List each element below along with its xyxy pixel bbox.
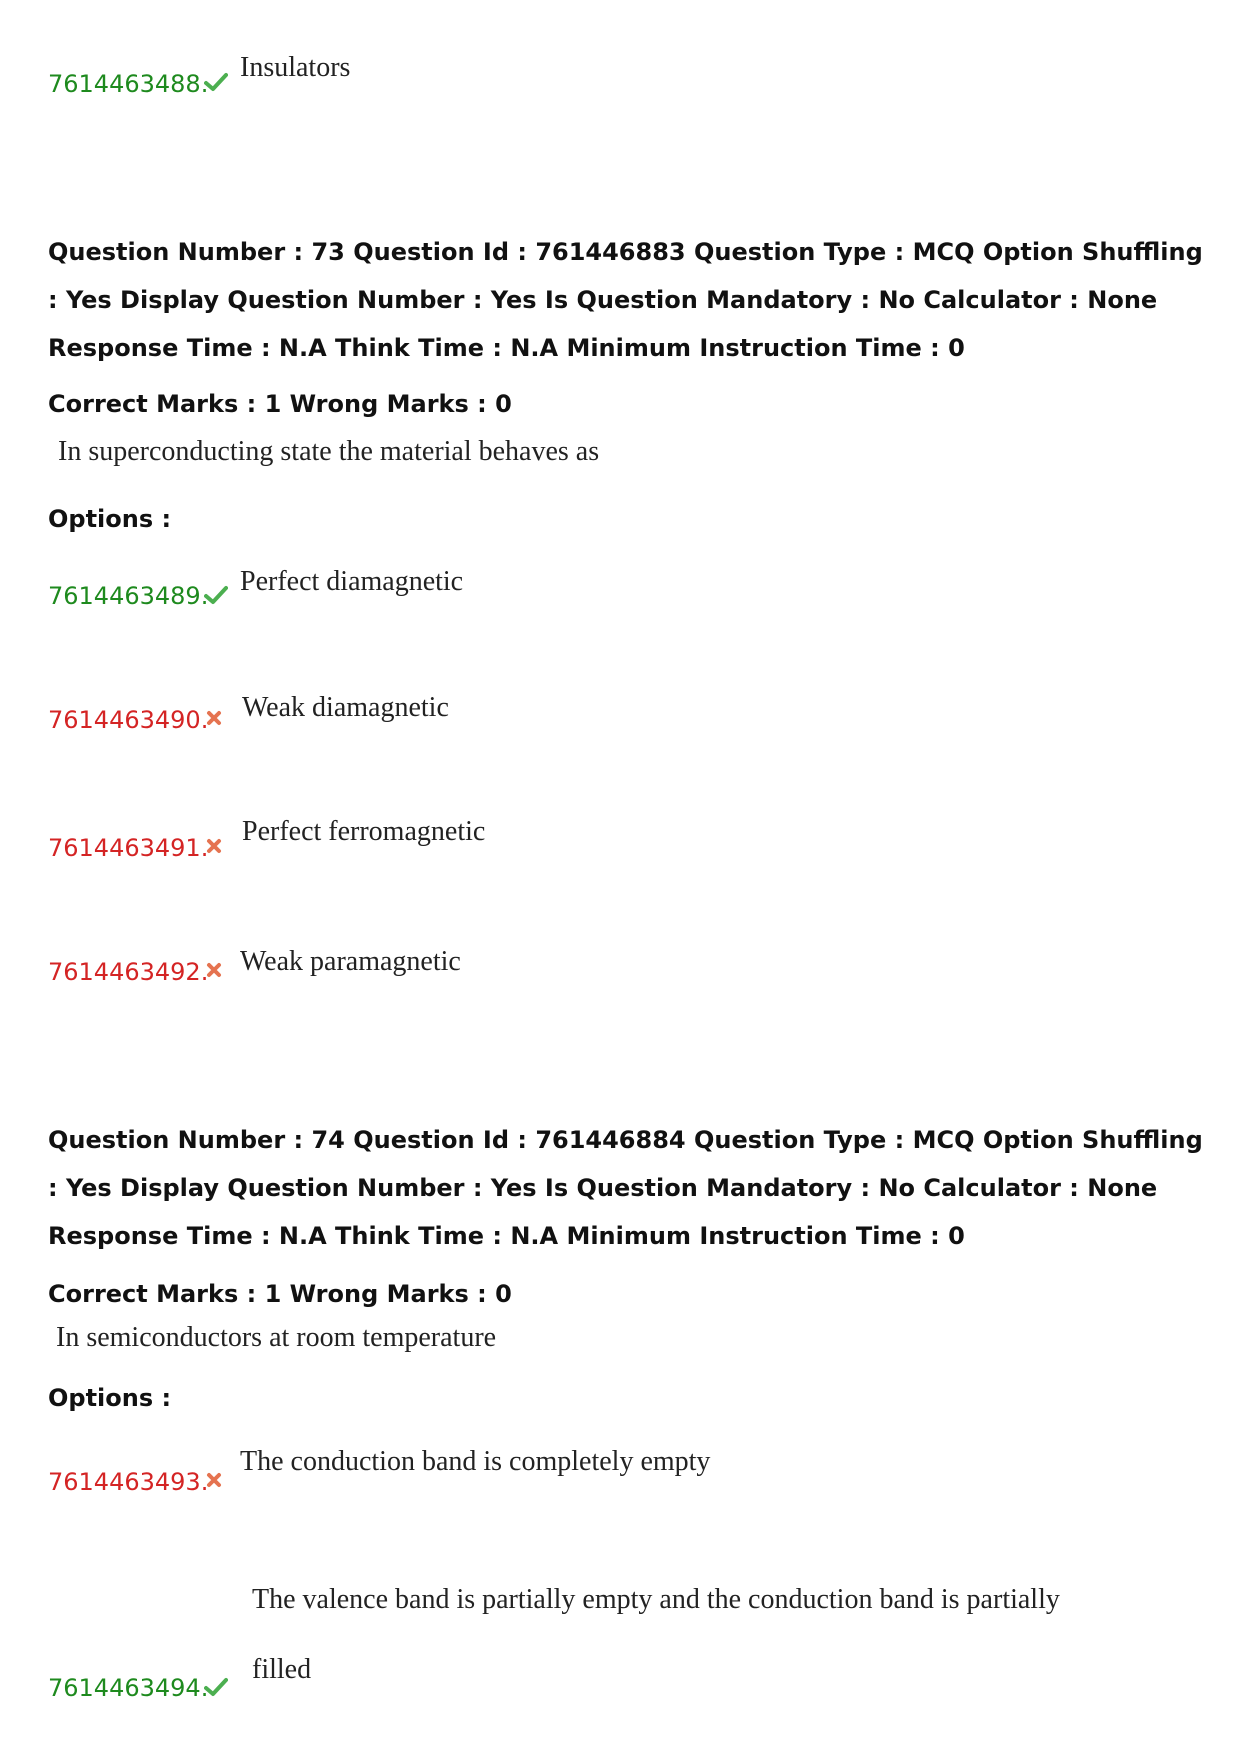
question-meta xyxy=(48,1116,1218,1260)
option-id: 7614463493. xyxy=(48,1468,209,1496)
question-text: In superconducting state the material behaves as xyxy=(58,436,600,467)
option-id: 7614463490. xyxy=(48,706,209,734)
option-id: 7614463489. xyxy=(48,582,209,610)
question-meta xyxy=(48,228,1218,372)
option-text: Insulators xyxy=(240,52,351,83)
question-marks: Correct Marks : 1 Wrong Marks : 0 xyxy=(48,390,512,418)
option-id: 7614463491. xyxy=(48,834,209,862)
option-text: filled xyxy=(252,1654,312,1685)
question-text: In semiconductors at room temperature xyxy=(56,1322,497,1353)
question-meta-text: Question Number : 74 Question Id : 761446884 Question Type : MCQ Option Shuffling : Yes Display Question Number : Yes Is Question Mandatory : No Calculator : None Response Time : N.A Think Time : N.A Minimum Instruction Time : 0 xyxy=(48,1126,1203,1250)
question-meta-text: Question Number : 73 Question Id : 761446883 Question Type : MCQ Option Shuffling : Yes Display Question Number : Yes Is Question Mandatory : No Calculator : None Response Time : N.A Think Time : N.A Minimum Instruction Time : 0 xyxy=(48,238,1203,362)
options-label: Options : xyxy=(48,505,172,533)
check-icon xyxy=(204,585,228,605)
cross-icon xyxy=(206,838,222,854)
options-label: Options : xyxy=(48,1384,172,1412)
option-text: Perfect diamagnetic xyxy=(240,566,464,597)
cross-icon xyxy=(206,962,222,978)
cross-icon xyxy=(206,1472,222,1488)
cross-icon xyxy=(206,710,222,726)
check-icon xyxy=(204,72,228,92)
option-text: Weak paramagnetic xyxy=(240,946,461,977)
option-id: 7614463494. xyxy=(48,1674,209,1702)
check-icon xyxy=(204,1677,228,1697)
option-text: Perfect ferromagnetic xyxy=(242,816,486,847)
option-text: Weak diamagnetic xyxy=(242,692,449,723)
option-id: 7614463492. xyxy=(48,958,209,986)
option-text: The conduction band is completely empty xyxy=(240,1446,711,1477)
option-text: The valence band is partially empty and the conduction band is partially xyxy=(252,1584,1060,1615)
question-marks: Correct Marks : 1 Wrong Marks : 0 xyxy=(48,1280,512,1308)
option-id: 7614463488. xyxy=(48,70,209,98)
